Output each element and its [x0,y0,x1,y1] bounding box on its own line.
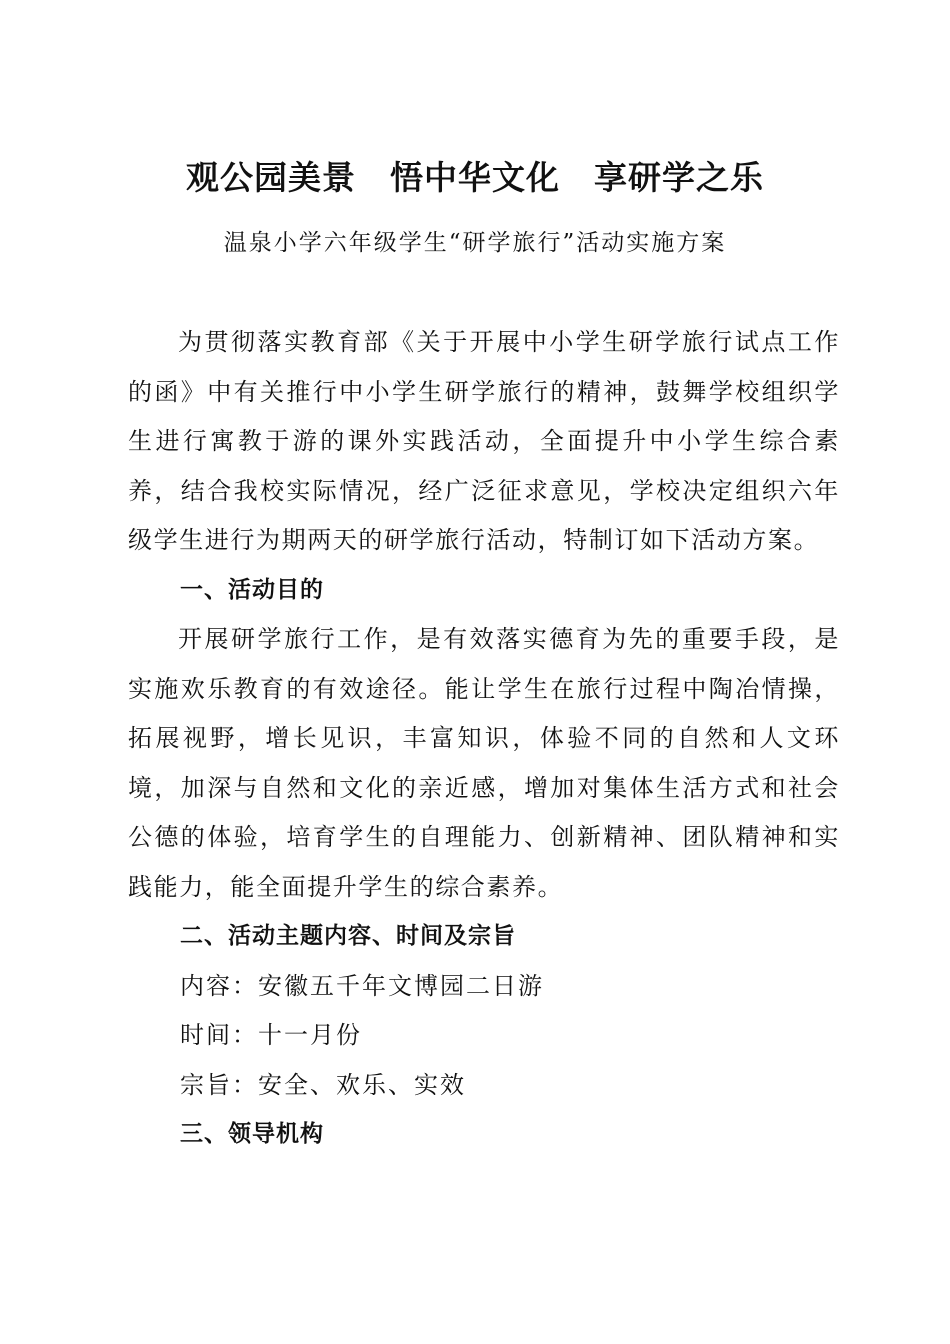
purpose-paragraph: 开展研学旅行工作，是有效落实德育为先的重要手段，是实施欢乐教育的有效途径。能让学生在旅行过程中陶冶情操，拓展视野，增长见识，丰富知识，体验不同的自然和人文环境，加深与自然和文化的亲近感，增加对集体生活方式和社会公德的体验，培育学生的自理能力、创新精神、团队精神和实践能力，能全面提升学生的综合素养。 [128,625,840,901]
section-heading-purpose: 一、活动目的 [180,576,324,603]
document-body [128,318,840,1160]
theme-time-line: 时间：十一月份 [180,1021,362,1049]
section-heading-theme: 二、活动主题内容、时间及宗旨 [180,923,516,949]
document-title: 观公园美景 悟中华文化 享研学之乐 [186,158,764,197]
theme-content-line: 内容：安徽五千年文博园二日游 [180,971,544,1000]
section-heading-leadership: 三、领导机构 [180,1121,324,1147]
document-subtitle: 温泉小学六年级学生“研学旅行”活动实施方案 [223,230,727,256]
theme-purpose-line: 宗旨：安全、欢乐、实效 [180,1070,466,1099]
intro-paragraph: 为贯彻落实教育部《关于开展中小学生研学旅行试点工作的函》中有关推行中小学生研学旅行的精神，鼓舞学校组织学生进行寓教于游的课外实践活动，全面提升中小学生综合素养，结合我校实际情况，经广泛征求意见，学校决定组织六年级学生进行为期两天的研学旅行活动，特制订如下活动方案。 [128,328,840,554]
